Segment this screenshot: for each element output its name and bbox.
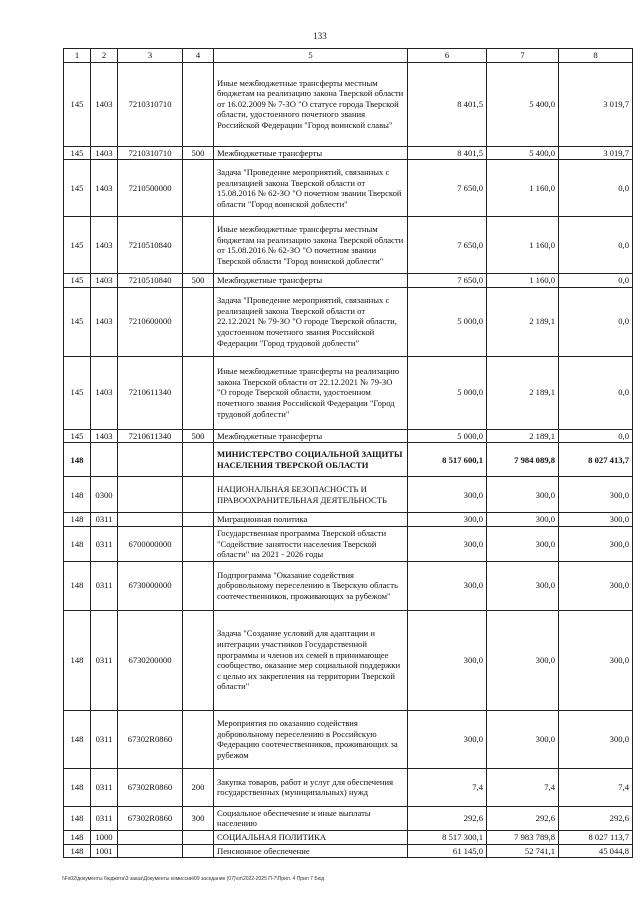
col-amount-2024: 3 019,7 <box>559 146 633 160</box>
table-row <box>64 768 633 806</box>
col-amount-2024: 7,4 <box>559 768 633 806</box>
col-recipient-code: 148 <box>64 710 91 768</box>
col-recipient-code: 148 <box>64 513 91 527</box>
col-amount-2022: 300,0 <box>408 513 487 527</box>
col-amount-2024: 0,0 <box>559 217 633 274</box>
col-expense-type <box>183 830 214 844</box>
col-description: СОЦИАЛЬНАЯ ПОЛИТИКА <box>214 830 408 844</box>
table-row <box>64 160 633 217</box>
col-target-article: 7210500000 <box>118 160 183 217</box>
col-expense-type: 500 <box>183 274 214 288</box>
col-recipient-code: 148 <box>64 443 91 477</box>
col-description: Межбюджетные трансферты <box>214 429 408 443</box>
col-section-code: 1403 <box>91 287 118 356</box>
col-amount-2022: 292,6 <box>408 806 487 830</box>
col-expense-type <box>183 844 214 858</box>
col-description: Иные межбюджетные трансферты местным бюджетам на реализацию закона Тверской области от 16.02.2009 № 7-ЗО "О статусе города Тверской области, удостоенного почетного звания Российской Федерации "Город воинской славы" <box>214 62 408 146</box>
col-target-article <box>118 513 183 527</box>
col-recipient-code: 145 <box>64 160 91 217</box>
col-amount-2024: 3 019,7 <box>559 62 633 146</box>
col-amount-2024: 8 027 413,7 <box>559 443 633 477</box>
table-row <box>64 146 633 160</box>
col-description: НАЦИОНАЛЬНАЯ БЕЗОПАСНОСТЬ И ПРАВООХРАНИТЕЛЬНАЯ ДЕЯТЕЛЬНОСТЬ <box>214 477 408 513</box>
col-amount-2023: 300,0 <box>487 710 559 768</box>
col-recipient-code: 145 <box>64 217 91 274</box>
col-section-code: 1403 <box>91 160 118 217</box>
col-target-article: 7210510840 <box>118 274 183 288</box>
col-recipient-code: 148 <box>64 477 91 513</box>
col-section-code: 1403 <box>91 217 118 274</box>
col-expense-type: 500 <box>183 146 214 160</box>
table-row <box>64 217 633 274</box>
col-expense-type <box>183 356 214 429</box>
col-section-code: 1403 <box>91 62 118 146</box>
col-amount-2024: 0,0 <box>559 274 633 288</box>
col-section-code: 0311 <box>91 526 118 561</box>
col-target-article: 7210611340 <box>118 429 183 443</box>
col-amount-2023: 1 160,0 <box>487 274 559 288</box>
col-expense-type <box>183 477 214 513</box>
header-cell: 1 <box>64 49 91 63</box>
table-row <box>64 513 633 527</box>
table-row <box>64 62 633 146</box>
col-section-code: 0311 <box>91 710 118 768</box>
col-description: Иные межбюджетные трансферты на реализацию закона Тверской области от 22.12.2021 № 79-ЗО "О городе Тверской области, удостоенном почетного звания Российской Федерации "Город трудовой доблести" <box>214 356 408 429</box>
col-target-article: 7210510840 <box>118 217 183 274</box>
col-amount-2023: 5 400,0 <box>487 146 559 160</box>
col-amount-2024: 0,0 <box>559 429 633 443</box>
col-expense-type <box>183 217 214 274</box>
col-description: Миграционная политика <box>214 513 408 527</box>
col-recipient-code: 148 <box>64 561 91 610</box>
col-amount-2024: 300,0 <box>559 710 633 768</box>
col-amount-2023: 52 741,1 <box>487 844 559 858</box>
col-target-article <box>118 844 183 858</box>
header-cell: 3 <box>118 49 183 63</box>
col-recipient-code: 148 <box>64 830 91 844</box>
table-row <box>64 806 633 830</box>
col-target-article: 67302R0860 <box>118 768 183 806</box>
col-target-article: 7210611340 <box>118 356 183 429</box>
col-amount-2023: 300,0 <box>487 561 559 610</box>
col-amount-2022: 8 517 600,1 <box>408 443 487 477</box>
table-row <box>64 610 633 710</box>
table-row <box>64 844 633 858</box>
table-row <box>64 710 633 768</box>
col-amount-2023: 1 160,0 <box>487 160 559 217</box>
table-row <box>64 274 633 288</box>
table-row <box>64 287 633 356</box>
col-section-code: 0311 <box>91 768 118 806</box>
col-amount-2023: 2 189,1 <box>487 287 559 356</box>
col-amount-2024: 300,0 <box>559 477 633 513</box>
col-expense-type <box>183 610 214 710</box>
col-description: Задача "Проведение мероприятий, связанных с реализацией закона Тверской области от 15.08.2016 № 62-ЗО "О почетном звании Тверской области "Город воинской доблести" <box>214 160 408 217</box>
col-amount-2023: 2 189,1 <box>487 429 559 443</box>
col-amount-2023: 7 983 789,8 <box>487 830 559 844</box>
col-expense-type <box>183 62 214 146</box>
col-target-article: 7210310710 <box>118 146 183 160</box>
col-target-article <box>118 477 183 513</box>
col-description: Закупка товаров, работ и услуг для обеспечения государственных (муниципальных) нужд <box>214 768 408 806</box>
col-amount-2024: 292,6 <box>559 806 633 830</box>
col-amount-2023: 300,0 <box>487 526 559 561</box>
col-target-article <box>118 830 183 844</box>
col-description: Мероприятия по оказанию содействия добровольному переселению в Российскую Федерацию соотечественников, проживающих за рубежом <box>214 710 408 768</box>
file-path-footer: \\Fs02\документы бюджета\3 заказ\Документы комиссии\09 заседание (07)\ог\2022-2025 П-7\Прил. 4 Прил 7 Бюд <box>62 876 325 882</box>
col-target-article: 6730000000 <box>118 561 183 610</box>
col-expense-type <box>183 513 214 527</box>
col-section-code: 1000 <box>91 830 118 844</box>
col-recipient-code: 148 <box>64 526 91 561</box>
col-amount-2024: 0,0 <box>559 287 633 356</box>
col-description: Государственная программа Тверской области "Содействие занятости населения Тверской области" на 2021 - 2026 годы <box>214 526 408 561</box>
table-row <box>64 477 633 513</box>
col-amount-2022: 300,0 <box>408 561 487 610</box>
col-section-code: 1403 <box>91 356 118 429</box>
col-amount-2024: 300,0 <box>559 513 633 527</box>
col-recipient-code: 148 <box>64 610 91 710</box>
col-amount-2024: 8 027 113,7 <box>559 830 633 844</box>
col-section-code: 1403 <box>91 146 118 160</box>
col-recipient-code: 145 <box>64 356 91 429</box>
col-expense-type: 300 <box>183 806 214 830</box>
col-amount-2022: 7 650,0 <box>408 160 487 217</box>
col-amount-2023: 7,4 <box>487 768 559 806</box>
table-header-row <box>64 49 633 63</box>
col-amount-2022: 7 650,0 <box>408 274 487 288</box>
col-section-code: 0311 <box>91 561 118 610</box>
col-recipient-code: 145 <box>64 146 91 160</box>
col-recipient-code: 145 <box>64 429 91 443</box>
col-expense-type <box>183 160 214 217</box>
col-amount-2023: 5 400,0 <box>487 62 559 146</box>
col-amount-2022: 7,4 <box>408 768 487 806</box>
col-recipient-code: 145 <box>64 62 91 146</box>
col-target-article <box>118 443 183 477</box>
header-cell: 4 <box>183 49 214 63</box>
col-description: Межбюджетные трансферты <box>214 274 408 288</box>
col-amount-2022: 300,0 <box>408 710 487 768</box>
col-recipient-code: 145 <box>64 287 91 356</box>
col-amount-2022: 5 000,0 <box>408 429 487 443</box>
col-description: Пенсионное обеспечение <box>214 844 408 858</box>
col-expense-type: 200 <box>183 768 214 806</box>
col-amount-2024: 0,0 <box>559 356 633 429</box>
budget-table <box>63 48 633 858</box>
table-row <box>64 443 633 477</box>
table-row <box>64 561 633 610</box>
col-amount-2023: 2 189,1 <box>487 356 559 429</box>
col-description: Задача "Проведение мероприятий, связанных с реализацией закона Тверской области от 22.12.2021 № 79-ЗО "О городе Тверской области, удостоенном почетного звания Российской Федерации "Город трудовой доблести" <box>214 287 408 356</box>
col-description: Социальное обеспечение и иные выплаты населению <box>214 806 408 830</box>
col-amount-2022: 5 000,0 <box>408 356 487 429</box>
col-target-article: 67302R0860 <box>118 710 183 768</box>
col-target-article: 67302R0860 <box>118 806 183 830</box>
col-amount-2023: 300,0 <box>487 513 559 527</box>
table-row <box>64 526 633 561</box>
col-target-article: 7210600000 <box>118 287 183 356</box>
col-section-code: 1403 <box>91 429 118 443</box>
col-section-code: 0311 <box>91 806 118 830</box>
col-amount-2022: 8 401,5 <box>408 146 487 160</box>
col-section-code: 0311 <box>91 513 118 527</box>
col-section-code: 0300 <box>91 477 118 513</box>
col-expense-type <box>183 526 214 561</box>
col-amount-2022: 8 517 300,1 <box>408 830 487 844</box>
col-target-article: 6700000000 <box>118 526 183 561</box>
col-section-code <box>91 443 118 477</box>
table-row <box>64 429 633 443</box>
col-description: Иные межбюджетные трансферты местным бюджетам на реализацию закона Тверской области от 15.08.2016 № 62-ЗО "О почетном звании Тверской области "Город воинской доблести" <box>214 217 408 274</box>
col-section-code: 1001 <box>91 844 118 858</box>
col-amount-2023: 7 984 089,8 <box>487 443 559 477</box>
col-recipient-code: 148 <box>64 806 91 830</box>
col-amount-2024: 300,0 <box>559 526 633 561</box>
header-cell: 2 <box>91 49 118 63</box>
col-description: Межбюджетные трансферты <box>214 146 408 160</box>
col-amount-2022: 300,0 <box>408 477 487 513</box>
col-amount-2022: 8 401,5 <box>408 62 487 146</box>
header-cell: 8 <box>559 49 633 63</box>
header-cell: 5 <box>214 49 408 63</box>
col-amount-2022: 300,0 <box>408 610 487 710</box>
col-amount-2024: 0,0 <box>559 160 633 217</box>
col-amount-2024: 300,0 <box>559 561 633 610</box>
col-amount-2022: 5 000,0 <box>408 287 487 356</box>
col-target-article: 7210310710 <box>118 62 183 146</box>
col-expense-type: 500 <box>183 429 214 443</box>
col-expense-type <box>183 443 214 477</box>
col-section-code: 1403 <box>91 274 118 288</box>
header-cell: 6 <box>408 49 487 63</box>
col-amount-2023: 300,0 <box>487 477 559 513</box>
col-section-code: 0311 <box>91 610 118 710</box>
col-amount-2024: 300,0 <box>559 610 633 710</box>
col-target-article: 6730200000 <box>118 610 183 710</box>
col-recipient-code: 145 <box>64 274 91 288</box>
col-amount-2024: 45 044,8 <box>559 844 633 858</box>
col-amount-2023: 292,6 <box>487 806 559 830</box>
table-row <box>64 356 633 429</box>
header-cell: 7 <box>487 49 559 63</box>
col-recipient-code: 148 <box>64 768 91 806</box>
col-expense-type <box>183 287 214 356</box>
col-expense-type <box>183 561 214 610</box>
col-expense-type <box>183 710 214 768</box>
col-description: Задача "Создание условий для адаптации и интеграции участников Государственной программы и членов их семей в принимающее сообщество, оказание мер социальной поддержки с целью их закрепления на территории Тверской области" <box>214 610 408 710</box>
col-amount-2022: 300,0 <box>408 526 487 561</box>
col-recipient-code: 148 <box>64 844 91 858</box>
col-amount-2023: 1 160,0 <box>487 217 559 274</box>
col-amount-2023: 300,0 <box>487 610 559 710</box>
col-amount-2022: 7 650,0 <box>408 217 487 274</box>
col-amount-2022: 61 145,0 <box>408 844 487 858</box>
page-number: 133 <box>313 31 327 41</box>
col-description: МИНИСТЕРСТВО СОЦИАЛЬНОЙ ЗАЩИТЫ НАСЕЛЕНИЯ ТВЕРСКОЙ ОБЛАСТИ <box>214 443 408 477</box>
col-description: Подпрограмма "Оказание содействия добровольному переселению в Тверскую область соотечественников, проживающих за рубежом" <box>214 561 408 610</box>
table-row <box>64 830 633 844</box>
